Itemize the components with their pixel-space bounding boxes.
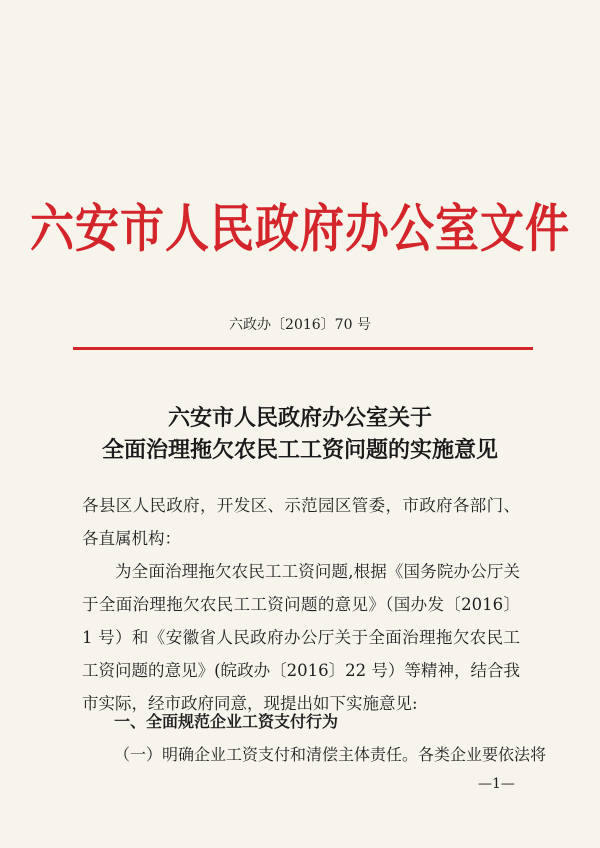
- page-number: —1—: [478, 776, 515, 792]
- addressee: 各县区人民政府，开发区、示范园区管委，市政府各部门、各直属机构：: [82, 496, 520, 548]
- document-title-line-2: 全面治理拖欠农民工工资问题的实施意见: [101, 437, 498, 463]
- subsection-heading: （一）明确企业工资支付和清偿主体责任。各类企业要依法将: [114, 745, 547, 764]
- document-title-line-1: 六安市人民政府办公室关于: [167, 405, 432, 431]
- document-number: 六政办〔2016〕70 号: [229, 317, 371, 333]
- document-header-title: 六安市人民政府办公室文件: [30, 199, 570, 260]
- intro-paragraph: 为全面治理拖欠农民工工资问题,根据《国务院办公厅关于全面治理拖欠农民工工资问题的意见》（国办发〔2016〕1 号）和《安徽省人民政府办公厅关于全面治理拖欠农民工工资问题的意见》(皖政办〔2016〕22 号）等精神，结合我市实际，经市政府同意，现提出如下实施意见:: [82, 562, 520, 713]
- red-divider-line: [73, 347, 533, 350]
- section-heading: 一、全面规范企业工资支付行为: [114, 712, 339, 731]
